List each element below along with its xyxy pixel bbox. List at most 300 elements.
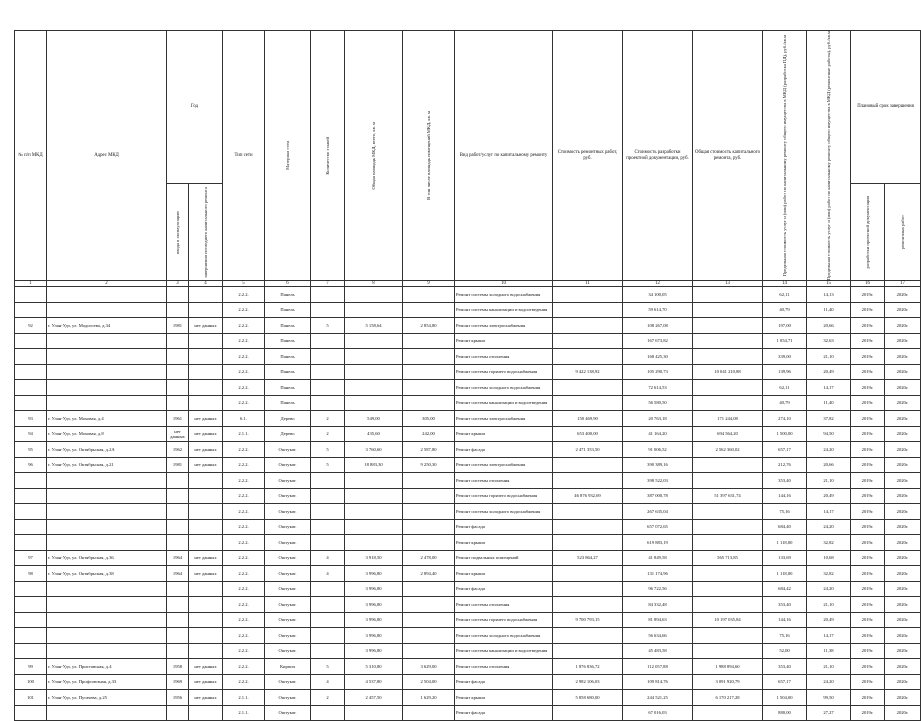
table-cell: 67 016,03	[623, 705, 693, 721]
table-cell: 24,20	[807, 581, 851, 597]
table-row	[15, 333, 921, 349]
table-cell	[189, 535, 223, 551]
table-cell	[189, 519, 223, 535]
table-cell: 2020г.	[885, 566, 921, 582]
table-cell	[403, 519, 455, 535]
table-cell	[693, 566, 763, 582]
header-cell: Предельная стоимость услуг и (или) работ по капитальному ремонту общего имущества в МКД (разработка ПД), руб./кв.м	[763, 31, 807, 281]
table-cell	[693, 473, 763, 489]
table-cell	[693, 535, 763, 551]
table-row	[15, 581, 921, 597]
table-cell	[15, 287, 47, 303]
table-cell	[167, 612, 189, 628]
table-cell: 2.2.2.	[223, 457, 265, 473]
table-cell	[15, 488, 47, 504]
table-cell: 2.2.2.	[223, 473, 265, 489]
table-cell: 1 629,20	[403, 690, 455, 706]
table-cell: г. Улан-Удэ, ул. Приставская, д.4	[47, 659, 167, 675]
table-cell	[403, 349, 455, 365]
table-cell	[403, 333, 455, 349]
table-cell: 2.2.2.	[223, 349, 265, 365]
table-cell: 9 700 793,15	[553, 612, 623, 628]
table-row	[15, 566, 921, 582]
table-cell: 99	[15, 659, 47, 675]
table-cell: 5 858 680,00	[553, 690, 623, 706]
table-cell	[167, 504, 189, 520]
table-cell: Ремонт крыши	[455, 333, 553, 349]
table-cell: 75,16	[763, 504, 807, 520]
table-cell: 2 854,80	[403, 318, 455, 334]
table-cell: 62,11	[763, 287, 807, 303]
table-cell: 2020г.	[885, 395, 921, 411]
table-cell	[15, 612, 47, 628]
table-cell: 97	[15, 550, 47, 566]
table-cell: 3 918,50	[345, 550, 403, 566]
table-cell: 390 389,16	[623, 457, 693, 473]
table-cell: 2	[311, 426, 345, 442]
table-cell	[311, 287, 345, 303]
table-row	[15, 690, 921, 706]
table-cell	[693, 302, 763, 318]
table-cell: 2019г.	[851, 287, 885, 303]
table-cell	[47, 628, 167, 644]
table-cell: 10 197 035,84	[693, 612, 763, 628]
table-cell	[47, 612, 167, 628]
table-cell: 168 425,30	[623, 349, 693, 365]
table-row	[15, 457, 921, 473]
table-cell: 21,10	[807, 659, 851, 675]
header-cell: Адрес МКД	[47, 31, 167, 281]
table-cell: 2020г.	[885, 349, 921, 365]
table-cell: 1981	[167, 457, 189, 473]
table-cell: 2020г.	[885, 674, 921, 690]
table-cell: 2 478,00	[403, 550, 455, 566]
table-cell	[189, 349, 223, 365]
table-cell: 96	[15, 457, 47, 473]
table-cell: 5	[311, 442, 345, 458]
table-cell	[47, 519, 167, 535]
table-cell: Ремонт системы электроснабжения	[455, 457, 553, 473]
table-cell: 3 996,80	[345, 566, 403, 582]
table-cell: 305,00	[403, 411, 455, 427]
table-cell: Ремонт системы отопления	[455, 349, 553, 365]
table-cell: 24,20	[807, 519, 851, 535]
table-cell: 2.2.2.	[223, 550, 265, 566]
table-cell: 133,69	[763, 550, 807, 566]
table-cell: 2.2.2.	[223, 442, 265, 458]
table-cell: Оштукат.	[265, 643, 311, 659]
table-cell: 2.2.2.	[223, 519, 265, 535]
column-number: 15	[807, 281, 851, 287]
table-cell: 94,50	[807, 426, 851, 442]
header-cell: Стоимость разработки проектной документации, руб.	[623, 31, 693, 281]
header-cell: ввода в эксплуатацию	[167, 184, 189, 281]
table-cell	[403, 380, 455, 396]
table-cell	[693, 395, 763, 411]
table-cell: 1964	[167, 550, 189, 566]
table-cell	[553, 566, 623, 582]
table-cell: 1964	[167, 566, 189, 582]
table-cell: Оштукат.	[265, 628, 311, 644]
table-cell: 1958	[167, 659, 189, 675]
table-cell: 32,82	[807, 535, 851, 551]
table-cell: 2020г.	[885, 504, 921, 520]
table-cell: 108 267,08	[623, 318, 693, 334]
table-cell	[311, 612, 345, 628]
table-cell	[311, 473, 345, 489]
table-cell: Ремонт системы горячего водоснабжения	[455, 488, 553, 504]
table-row	[15, 612, 921, 628]
table-cell	[693, 318, 763, 334]
table-cell	[15, 519, 47, 535]
table-cell	[47, 473, 167, 489]
table-cell: 32,63	[807, 333, 851, 349]
table-cell: 21,10	[807, 597, 851, 613]
table-cell	[189, 504, 223, 520]
column-number: 8	[345, 281, 403, 287]
table-cell: г. Улан-Удэ, ул. Октябрьская, д.38	[47, 566, 167, 582]
table-cell: 81 894,63	[623, 612, 693, 628]
table-cell: 52,00	[763, 643, 807, 659]
table-cell: Ремонт системы отопления	[455, 659, 553, 675]
header-cell: В том числе площадь помещений МКД, кв. м	[403, 31, 455, 281]
table-cell	[47, 705, 167, 721]
table-cell: 96 722,56	[623, 581, 693, 597]
table-cell: 435,60	[345, 426, 403, 442]
table-cell: 4	[311, 550, 345, 566]
table-cell	[189, 287, 223, 303]
table-cell: Ремонт системы холодного водоснабжения	[455, 504, 553, 520]
table-cell: 5	[311, 457, 345, 473]
table-cell: 353,40	[763, 473, 807, 489]
table-cell	[553, 380, 623, 396]
table-cell: 2019г.	[851, 333, 885, 349]
table-cell: Ремонт системы отопления	[455, 597, 553, 613]
column-number: 12	[623, 281, 693, 287]
table-cell	[47, 488, 167, 504]
table-cell: 2019г.	[851, 395, 885, 411]
table-cell: 2020г.	[885, 287, 921, 303]
header-cell: Количество этажей	[311, 31, 345, 281]
table-cell: Ремонт крыши	[455, 566, 553, 582]
table-cell: 2 471 353,50	[553, 442, 623, 458]
table-cell: 14,13	[807, 287, 851, 303]
header-cell: Общая стоимость капитального ремонта, руб.	[693, 31, 763, 281]
header-cell: Тип сети	[223, 31, 265, 281]
table-cell	[189, 628, 223, 644]
table-cell	[167, 535, 189, 551]
table-cell: 91 006,52	[623, 442, 693, 458]
table-cell: 139,96	[763, 364, 807, 380]
table-row	[15, 674, 921, 690]
table-cell: 2019г.	[851, 504, 885, 520]
table-cell: 2020г.	[885, 519, 921, 535]
table-cell	[345, 364, 403, 380]
table-cell: Кирпич	[265, 659, 311, 675]
table-cell: 21,10	[807, 473, 851, 489]
table-cell	[47, 349, 167, 365]
table-cell: 11,40	[807, 395, 851, 411]
table-cell: 92	[15, 318, 47, 334]
table-cell: 84 332,48	[623, 597, 693, 613]
table-row	[15, 488, 921, 504]
table-cell: 1956	[167, 690, 189, 706]
table-cell: 339,00	[763, 349, 807, 365]
table-cell	[189, 581, 223, 597]
table-cell	[403, 643, 455, 659]
table-cell: нет данных	[189, 457, 223, 473]
table-cell	[403, 504, 455, 520]
table-cell: 2.2.2.	[223, 674, 265, 690]
table-cell: 20 763,18	[623, 411, 693, 427]
table-cell: Оштукат.	[265, 705, 311, 721]
table-cell	[189, 643, 223, 659]
table-cell	[311, 380, 345, 396]
table-cell: 387 000,78	[623, 488, 693, 504]
table-cell: 353,40	[763, 659, 807, 675]
table-cell: 2.2.2.	[223, 395, 265, 411]
table-row	[15, 349, 921, 365]
table-cell	[15, 705, 47, 721]
table-cell	[167, 628, 189, 644]
table-cell: 4 537,80	[345, 674, 403, 690]
table-cell	[693, 705, 763, 721]
table-cell	[345, 504, 403, 520]
table-cell: г. Улан-Удэ, ул. Октябрьская, д.36	[47, 550, 167, 566]
table-cell	[345, 473, 403, 489]
table-cell: 267 635,04	[623, 504, 693, 520]
table-cell: г. Улан-Удэ, ул. Модогоева, д.34	[47, 318, 167, 334]
table-cell	[47, 643, 167, 659]
table-cell: 2 562 360,02	[693, 442, 763, 458]
table-cell: Оштукат.	[265, 519, 311, 535]
table-cell: 880,00	[763, 705, 807, 721]
table-cell: 2019г.	[851, 597, 885, 613]
table-cell: Ремонт фасада	[455, 674, 553, 690]
table-cell	[311, 349, 345, 365]
table-cell: 565 713,85	[693, 550, 763, 566]
table-cell	[311, 395, 345, 411]
table-cell: 11,40	[807, 302, 851, 318]
table-cell: 2.2.2.	[223, 612, 265, 628]
table-cell: 2.2.2.	[223, 318, 265, 334]
table-cell	[15, 535, 47, 551]
table-cell	[403, 628, 455, 644]
table-cell	[345, 488, 403, 504]
table-cell: 40,79	[763, 302, 807, 318]
table-cell: 24,20	[807, 442, 851, 458]
table-cell: 2020г.	[885, 690, 921, 706]
table-cell	[345, 535, 403, 551]
table-cell: г. Улан-Удэ, ул. Октябрьская, д.2А	[47, 442, 167, 458]
table-cell: Оштукат.	[265, 597, 311, 613]
table-cell	[345, 395, 403, 411]
table-cell	[189, 333, 223, 349]
column-number: 2	[47, 281, 167, 287]
table-cell: 657,17	[763, 442, 807, 458]
table-cell: Панель	[265, 302, 311, 318]
table-cell: 4	[311, 674, 345, 690]
table-cell: 10,68	[807, 550, 851, 566]
table-cell: 9 422 138,92	[553, 364, 623, 380]
table-cell: 2019г.	[851, 442, 885, 458]
table-row	[15, 659, 921, 675]
table-row	[15, 550, 921, 566]
table-cell: 197,00	[763, 318, 807, 334]
table-cell: Ремонт системы канализации и водоотведения	[455, 302, 553, 318]
column-number: 5	[223, 281, 265, 287]
table-cell: 2019г.	[851, 318, 885, 334]
table-cell: 40,79	[763, 395, 807, 411]
table-cell	[167, 287, 189, 303]
table-cell	[553, 628, 623, 644]
table-cell	[403, 535, 455, 551]
table-cell: 37,82	[807, 411, 851, 427]
table-cell: 2019г.	[851, 535, 885, 551]
table-cell: 5	[311, 659, 345, 675]
table-cell	[311, 488, 345, 504]
table-cell: 20,49	[807, 364, 851, 380]
table-cell: 244 521,25	[623, 690, 693, 706]
table-cell	[47, 380, 167, 396]
table-cell: нет данных	[189, 442, 223, 458]
table-row	[15, 426, 921, 442]
table-cell: Оштукат.	[265, 442, 311, 458]
table-row	[15, 473, 921, 489]
table-cell: Ремонт крыши	[455, 426, 553, 442]
table-cell	[311, 504, 345, 520]
table-cell: Панель	[265, 318, 311, 334]
table-cell: 2020г.	[885, 457, 921, 473]
table-cell: 2020г.	[885, 302, 921, 318]
table-cell	[167, 643, 189, 659]
table-cell: 3 996,80	[345, 643, 403, 659]
table-cell	[47, 333, 167, 349]
table-cell: нет данных	[189, 318, 223, 334]
table-cell: 1 118,00	[763, 535, 807, 551]
table-cell	[553, 643, 623, 659]
table-cell	[189, 705, 223, 721]
header-cell: разработки проектной документации	[851, 184, 885, 281]
table-cell: Дерево	[265, 426, 311, 442]
table-cell	[189, 612, 223, 628]
table-cell: 14,17	[807, 504, 851, 520]
table-cell	[553, 349, 623, 365]
table-cell: 2020г.	[885, 473, 921, 489]
table-cell: нет данных	[189, 426, 223, 442]
table-cell	[403, 612, 455, 628]
table-cell: Ремонт системы горячего водоснабжения	[455, 612, 553, 628]
table-body	[15, 287, 921, 721]
table-cell: 2020г.	[885, 550, 921, 566]
table-cell: 2 982 106,03	[553, 674, 623, 690]
table-cell: 653 400,00	[553, 426, 623, 442]
table-cell: 14,17	[807, 380, 851, 396]
table-cell: Ремонт системы холодного водоснабжения	[455, 628, 553, 644]
table-cell	[167, 364, 189, 380]
table-cell: Оштукат.	[265, 566, 311, 582]
table-cell: 242,00	[403, 426, 455, 442]
table-cell	[167, 597, 189, 613]
table-cell: 2.2.2.	[223, 333, 265, 349]
table-cell: 549,00	[345, 411, 403, 427]
table-cell	[15, 302, 47, 318]
table-cell: 2020г.	[885, 643, 921, 659]
table-cell	[311, 333, 345, 349]
table-cell: 2020г.	[885, 535, 921, 551]
table-cell	[189, 395, 223, 411]
header-cell: Предельная стоимость услуг и (или) работ по капитальному ремонту общего имущества в МКД (ремонтные работы), руб./кв.м	[807, 31, 851, 281]
table-cell	[189, 473, 223, 489]
table-cell: 2019г.	[851, 674, 885, 690]
column-number: 11	[553, 281, 623, 287]
table-cell	[311, 581, 345, 597]
table-row	[15, 411, 921, 427]
table-cell	[47, 535, 167, 551]
table-cell: Панель	[265, 395, 311, 411]
table-cell: г. Улан-Удэ, ул. Пугачева, д.25	[47, 690, 167, 706]
table-cell: 100	[15, 674, 47, 690]
table-cell: 9 250,30	[403, 457, 455, 473]
table-cell	[15, 597, 47, 613]
table-cell: нет данных	[189, 690, 223, 706]
table-cell: 1 504,00	[763, 690, 807, 706]
table-row	[15, 628, 921, 644]
table-cell: 2 587,80	[403, 442, 455, 458]
table-cell: 2.1.1.	[223, 426, 265, 442]
table-cell: 2019г.	[851, 550, 885, 566]
table-cell	[311, 643, 345, 659]
table-cell: 1 876 836,72	[553, 659, 623, 675]
table-cell: 14,17	[807, 628, 851, 644]
table-cell	[47, 364, 167, 380]
table-cell: нет данных	[189, 550, 223, 566]
table-cell	[311, 519, 345, 535]
header-cell: ремонтных работ	[885, 184, 921, 281]
table-cell: 99,50	[807, 690, 851, 706]
table-cell: Ремонт системы канализации и водоотведения	[455, 395, 553, 411]
table-header	[15, 31, 921, 287]
table-cell: 2020г.	[885, 380, 921, 396]
table-cell: Панель	[265, 364, 311, 380]
table-cell: 2.2.2.	[223, 566, 265, 582]
table-cell	[553, 581, 623, 597]
table-cell: 21,10	[807, 349, 851, 365]
table-row	[15, 318, 921, 334]
table-cell: 72 614,53	[623, 380, 693, 396]
table-cell: Дерево	[265, 411, 311, 427]
table-cell	[345, 287, 403, 303]
table-cell	[553, 302, 623, 318]
table-cell	[403, 705, 455, 721]
table-cell: 144,16	[763, 612, 807, 628]
table-cell: 2020г.	[885, 581, 921, 597]
table-cell: 59 614,70	[623, 302, 693, 318]
table-cell: 2019г.	[851, 380, 885, 396]
table-cell: 3 760,60	[345, 442, 403, 458]
table-cell: 1981	[167, 318, 189, 334]
table-cell	[553, 395, 623, 411]
table-cell	[403, 364, 455, 380]
table-cell	[15, 473, 47, 489]
table-cell	[167, 705, 189, 721]
table-cell: 1 500,00	[763, 426, 807, 442]
table-row	[15, 287, 921, 303]
table-cell: 2020г.	[885, 597, 921, 613]
table-cell: 2019г.	[851, 349, 885, 365]
table-cell	[167, 473, 189, 489]
table-cell: Ремонт фасада	[455, 705, 553, 721]
